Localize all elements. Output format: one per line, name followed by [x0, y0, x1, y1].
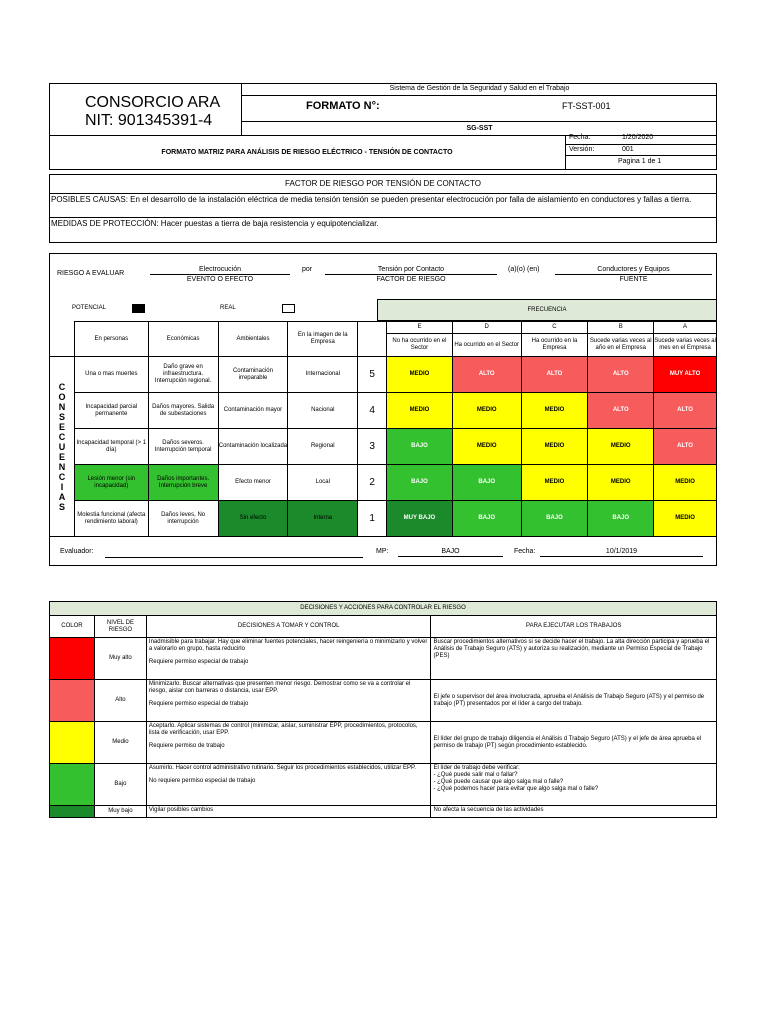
format-code: FT-SST-001 — [562, 101, 611, 111]
real-label: REAL — [220, 305, 236, 311]
nivel-muy-bajo: Muy bajo — [94, 806, 146, 818]
format-label: FORMATO N°: — [306, 100, 380, 112]
fecha-value: 1/20/2020 — [622, 134, 654, 141]
consecuencias-label — [50, 357, 75, 537]
freq-desc-b: Sucede varias veces al año en el Empresa — [588, 334, 654, 357]
imagen-1: Interna — [288, 501, 358, 537]
factor-caption: FACTOR DE RIESGO — [376, 276, 446, 283]
nivel-muy-alto: Muy alto — [94, 638, 146, 680]
economicas-2: Daños importantes. Interrupción breve — [148, 465, 218, 501]
cell-1-a: MEDIO — [654, 501, 717, 537]
mp-value: BAJO — [398, 547, 503, 557]
decision-note: Requiere permiso especial de trabajo — [148, 659, 249, 665]
freq-letter-e: E — [387, 322, 453, 334]
mp-label: MP: — [376, 548, 389, 555]
col-personas: En personas — [74, 322, 148, 357]
potencial-checkbox[interactable] — [132, 304, 145, 313]
color-swatch-muy-bajo — [50, 806, 95, 818]
level-2: 2 — [358, 465, 387, 501]
ambientales-1: Sin efecto — [218, 501, 288, 537]
cell-2-d: BAJO — [452, 465, 521, 501]
freq-letter-b: B — [588, 322, 654, 334]
cell-5-c: ALTO — [521, 357, 588, 393]
cell-4-a: ALTO — [654, 393, 717, 429]
evento-caption: EVENTO O EFECTO — [186, 276, 254, 283]
freq-desc-d: Ha ocurrido en el Sector — [452, 334, 521, 357]
color-swatch-muy-alto — [50, 638, 95, 680]
color-swatch-medio — [50, 722, 95, 764]
potencial-label: POTENCIAL — [72, 305, 107, 311]
cell-4-d: MEDIO — [452, 393, 521, 429]
ambientales-5: Contaminación irreparable — [218, 357, 288, 393]
medidas-proteccion: MEDIDAS DE PROTECCIÓN: Hacer puestas a tierra de baja resistencia y equipotencializar. — [51, 219, 379, 228]
personas-2: Lesión menor (sin incapacidad) — [74, 465, 148, 501]
cell-1-d: BAJO — [452, 501, 521, 537]
check-1: - ¿Qué puede salir mal o fallar? — [433, 772, 518, 778]
divider — [49, 217, 717, 218]
page-number: Pagina 1 de 1 — [618, 158, 662, 165]
evaluador-field[interactable] — [105, 557, 363, 558]
decision-text: Asumirlo. Hacer control administrativo rutinario. Seguir los procedimientos establecidos, utilizar EPP. — [148, 765, 416, 771]
col-ejecutar: PARA EJECUTAR LOS TRABAJOS — [431, 616, 717, 638]
check-3: - ¿Qué podemos hacer para evitar que algo salga mal o falle? — [433, 786, 599, 792]
decisions-title: DECISIONES Y ACCIONES PARA CONTROLAR EL RIESGO — [50, 602, 717, 616]
cell-5-b: ALTO — [588, 357, 654, 393]
economicas-3: Daños severos. Interrupción temporal — [148, 429, 218, 465]
factor-value: Tensión por Contacto — [325, 265, 497, 275]
ejecutar-bajo — [431, 764, 717, 806]
personas-4: Incapacidad parcial permanente — [74, 393, 148, 429]
cell-1-b: BAJO — [588, 501, 654, 537]
nivel-bajo: Bajo — [94, 764, 146, 806]
col-decisiones: DECISIONES A TOMAR Y CONTROL — [146, 616, 431, 638]
col-color: COLOR — [50, 616, 95, 638]
fuente-caption: FUENTE — [619, 276, 648, 283]
posibles-causas: POSIBLES CAUSAS: En el desarrollo de la instalación eléctrica de media tensión tensión se pueden presentar electrocución por falla de aislamiento en conductores y fallas a tierra. — [51, 195, 692, 204]
ejecutar-medio: El líder del grupo de trabajo diligencia el Análisis d Trabajo Seguro (ATS) y el jefe de área aprueba el permiso de trabajo (PT) según procedimiento establecido. — [431, 722, 717, 764]
col-nivel: NIVEL DE RIESGO — [94, 616, 146, 638]
ambientales-2: Efecto menor — [218, 465, 288, 501]
nivel-alto: Alto — [94, 680, 146, 722]
cell-5-a: MUY ALTO — [654, 357, 717, 393]
fuente-value: Conductores y Equipos — [555, 265, 712, 275]
imagen-2: Local — [288, 465, 358, 501]
col-imagen: En la imagen de la Empresa — [288, 322, 358, 357]
cell-4-e: MEDIO — [387, 393, 453, 429]
form-title: FORMATO MATRIZ PARA ANÁLISIS DE RIESGO ELÉCTRICO - TENSIÓN DE CONTACTO — [49, 135, 566, 170]
freq-desc-a: Sucede varias veces al mes en el Empresa — [654, 334, 717, 357]
consecuencias-text: CONSECUENCIAS — [58, 381, 66, 512]
economicas-5: Daño grave en infraestructura. Interrupción regional. — [148, 357, 218, 393]
decision-note: No requiere permiso especial de trabajo — [148, 778, 256, 784]
fecha-label: Fecha: — [569, 134, 591, 141]
cell-1-c: BAJO — [521, 501, 588, 537]
col-ambientales: Ambientales — [218, 322, 288, 357]
ambientales-4: Contaminación mayor — [218, 393, 288, 429]
freq-letter-d: D — [452, 322, 521, 334]
imagen-3: Regional — [288, 429, 358, 465]
personas-5: Una o mas muertes — [74, 357, 148, 393]
company-name: CONSORCIO ARA — [85, 94, 221, 111]
level-5: 5 — [358, 357, 387, 393]
level-3: 3 — [358, 429, 387, 465]
freq-letter-a: A — [654, 322, 717, 334]
risk-matrix — [49, 321, 717, 537]
ambientales-3: Contaminación localizada — [218, 429, 288, 465]
cell-2-b: MEDIO — [588, 465, 654, 501]
version-label: Versión: — [569, 146, 595, 153]
por-label: por — [302, 266, 313, 273]
level-4: 4 — [358, 393, 387, 429]
cell-2-a: MEDIO — [654, 465, 717, 501]
cell-5-d: ALTO — [452, 357, 521, 393]
check-2: - ¿Qué puede causar que algo salga mal o falle? — [433, 779, 564, 785]
cell-3-a: ALTO — [654, 429, 717, 465]
company-nit: NIT: 901345391-4 — [85, 112, 213, 129]
riesgo-label: RIESGO A EVALUAR — [57, 270, 125, 277]
real-checkbox[interactable] — [282, 304, 295, 313]
cell-2-e: BAJO — [387, 465, 453, 501]
imagen-5: Internacional — [288, 357, 358, 393]
ayo-label: (a)(o) (en) — [508, 266, 540, 273]
economicas-4: Daños mayores. Salida de subestaciones — [148, 393, 218, 429]
divider — [566, 155, 717, 156]
cell-3-b: MEDIO — [588, 429, 654, 465]
decision-muy-bajo: Vigilar posibles cambios — [146, 806, 431, 818]
freq-letter-c: C — [521, 322, 588, 334]
decision-muy-alto — [146, 638, 431, 680]
decisions-table — [49, 601, 717, 818]
decision-alto — [146, 680, 431, 722]
cell-4-b: ALTO — [588, 393, 654, 429]
col-economicas: Económicas — [148, 322, 218, 357]
cell-3-c: MEDIO — [521, 429, 588, 465]
decision-text: Inadmisible para trabajar. Hay que eliminar fuentes potenciales, hacer reingeniería o minimizarlo y volver a valorarlo en grupo, hasta reducirlo — [148, 639, 428, 652]
evaluador-label: Evaluador: — [60, 548, 94, 555]
nivel-medio: Medio — [94, 722, 146, 764]
decision-note: Requiere permiso de trabajo — [148, 743, 225, 749]
ejecutar-muy-bajo: No afecta la secuencia de las actividades — [431, 806, 717, 818]
decision-text: Aceptarlo. Aplicar sistemas de control (minimizar, aislar, suministrar EPP, procedimientos, protocolos, lista de verificación, usar EPP. — [148, 723, 418, 736]
freq-desc-c: Ha ocurrido en la Empresa — [521, 334, 588, 357]
ejecutar-text: El líder de trabajo debe verificar: — [433, 765, 520, 771]
personas-3: Incapacidad temporal (> 1 día) — [74, 429, 148, 465]
cell-3-e: BAJO — [387, 429, 453, 465]
imagen-4: Nacional — [288, 393, 358, 429]
evento-value: Electrocución — [150, 265, 290, 275]
fecha-eval-label: Fecha: — [514, 548, 536, 555]
level-1: 1 — [358, 501, 387, 537]
decision-medio — [146, 722, 431, 764]
cell-4-c: MEDIO — [521, 393, 588, 429]
color-swatch-alto — [50, 680, 95, 722]
cell-3-d: MEDIO — [452, 429, 521, 465]
frecuencia-header: FRECUENCIA — [377, 299, 717, 321]
system-name: Sistema de Gestión de la Seguridad y Salud en el Trabajo — [242, 83, 717, 96]
cell-2-c: MEDIO — [521, 465, 588, 501]
factor-title: FACTOR DE RIESGO POR TENSIÓN DE CONTACTO — [49, 174, 717, 194]
cell-1-e: MUY BAJO — [387, 501, 453, 537]
freq-desc-e: No ha ocurrido en el Sector — [387, 334, 453, 357]
decision-text: Minimizarlo. Buscar alternativas que presenten menor riesgo. Demostrar como se va a controlar el riesgo, aislar con barreras o distancia, usar EPP. — [148, 681, 411, 694]
cell-5-e: MEDIO — [387, 357, 453, 393]
company-block — [49, 83, 242, 135]
decision-note: Requiere permiso especial de trabajo — [148, 701, 249, 707]
personas-1: Molestia funcional (afecta rendimiento laboral) — [74, 501, 148, 537]
sgsst-label: SG-SST — [242, 121, 717, 135]
ejecutar-alto: El jefe o supervisor del área involucrada, aprueba el Análisis de Trabajo Seguro (ATS) y el permiso de trabajo (PT) presentados por el líder a cargo del trabajo. — [431, 680, 717, 722]
economicas-1: Daños leves, No interrupción — [148, 501, 218, 537]
ejecutar-muy-alto: Buscar procedimientos alternativos si se decide hacer el trabajo. La alta dirección participa y aprueba el Análisis de Trabajo Seguro (ATS) y autoriza su realización, mediante un Permiso Especial de Trabajo (PES) — [431, 638, 717, 680]
color-swatch-bajo — [50, 764, 95, 806]
decision-bajo — [146, 764, 431, 806]
divider — [566, 144, 717, 145]
version-value: 001 — [622, 146, 634, 153]
fecha-eval-value: 10/1/2019 — [540, 547, 703, 557]
